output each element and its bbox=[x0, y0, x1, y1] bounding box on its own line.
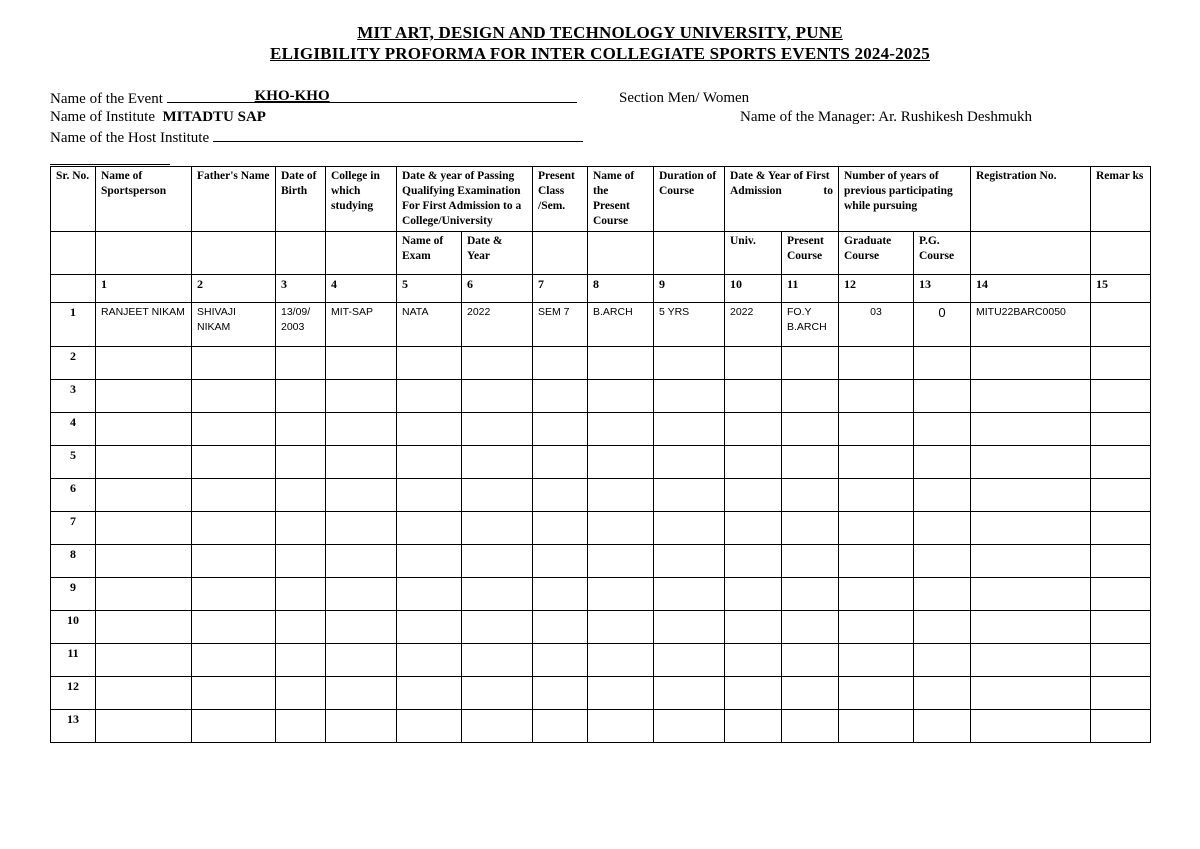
table-row bbox=[51, 644, 1151, 677]
empty-cell[interactable] bbox=[96, 644, 192, 677]
empty-cell[interactable] bbox=[654, 380, 725, 413]
empty-cell[interactable] bbox=[192, 677, 276, 710]
empty-cell[interactable] bbox=[782, 413, 839, 446]
empty-cell[interactable] bbox=[533, 710, 588, 743]
empty-cell[interactable] bbox=[725, 677, 782, 710]
table-row bbox=[51, 512, 1151, 545]
empty-cell[interactable] bbox=[192, 446, 276, 479]
empty-cell[interactable] bbox=[588, 644, 654, 677]
empty-cell[interactable] bbox=[725, 446, 782, 479]
column-number: 13 bbox=[914, 275, 971, 303]
empty-cell[interactable] bbox=[1091, 479, 1151, 512]
table-row bbox=[51, 347, 1151, 380]
empty-cell[interactable] bbox=[1091, 446, 1151, 479]
institute-value: MITADTU SAP bbox=[162, 109, 266, 125]
empty-cell[interactable] bbox=[839, 413, 914, 446]
column-number: 12 bbox=[839, 275, 914, 303]
empty-cell[interactable] bbox=[326, 479, 397, 512]
empty-cell[interactable] bbox=[971, 545, 1091, 578]
cell-class[interactable]: SEM 7 bbox=[533, 303, 588, 347]
empty-cell[interactable] bbox=[839, 512, 914, 545]
empty-cell[interactable] bbox=[533, 545, 588, 578]
empty-cell[interactable] bbox=[533, 578, 588, 611]
empty-cell[interactable] bbox=[839, 578, 914, 611]
table-row bbox=[51, 578, 1151, 611]
empty-cell[interactable] bbox=[782, 611, 839, 644]
empty-cell[interactable] bbox=[725, 611, 782, 644]
empty-cell[interactable] bbox=[462, 512, 533, 545]
table-row bbox=[51, 479, 1151, 512]
empty-cell[interactable] bbox=[782, 644, 839, 677]
empty-cell[interactable] bbox=[588, 578, 654, 611]
subheader-cell bbox=[96, 232, 192, 275]
row-sr: 6 bbox=[51, 479, 96, 512]
empty-cell[interactable] bbox=[782, 710, 839, 743]
empty-cell[interactable] bbox=[588, 512, 654, 545]
empty-cell[interactable] bbox=[839, 347, 914, 380]
empty-cell[interactable] bbox=[462, 479, 533, 512]
empty-cell[interactable] bbox=[326, 545, 397, 578]
empty-cell[interactable] bbox=[96, 578, 192, 611]
empty-cell[interactable] bbox=[397, 578, 462, 611]
empty-cell[interactable] bbox=[1091, 578, 1151, 611]
empty-cell[interactable] bbox=[725, 545, 782, 578]
empty-cell[interactable] bbox=[1091, 611, 1151, 644]
empty-cell[interactable] bbox=[462, 644, 533, 677]
empty-cell[interactable] bbox=[839, 644, 914, 677]
empty-cell[interactable] bbox=[397, 347, 462, 380]
subheader-cell bbox=[1091, 232, 1151, 275]
subheader-cell bbox=[971, 232, 1091, 275]
event-value: KHO-KHO bbox=[254, 88, 330, 104]
empty-cell[interactable] bbox=[654, 512, 725, 545]
subheader-cell bbox=[276, 232, 326, 275]
col-duration-header: Duration of Course bbox=[654, 167, 725, 232]
empty-cell[interactable] bbox=[971, 644, 1091, 677]
subheader-cell bbox=[192, 232, 276, 275]
col-sr-header: Sr. No. bbox=[51, 167, 96, 232]
empty-cell[interactable] bbox=[971, 578, 1091, 611]
col-father-header: Father's Name bbox=[192, 167, 276, 232]
empty-cell[interactable] bbox=[462, 545, 533, 578]
empty-cell[interactable] bbox=[1091, 512, 1151, 545]
empty-cell[interactable] bbox=[397, 446, 462, 479]
event-line bbox=[50, 90, 577, 108]
column-number: 6 bbox=[462, 275, 533, 303]
empty-cell[interactable] bbox=[588, 347, 654, 380]
row-sr: 4 bbox=[51, 413, 96, 446]
row-sr: 12 bbox=[51, 677, 96, 710]
empty-cell[interactable] bbox=[326, 611, 397, 644]
empty-cell[interactable] bbox=[276, 710, 326, 743]
empty-cell[interactable] bbox=[462, 413, 533, 446]
cell-course[interactable]: B.ARCH bbox=[588, 303, 654, 347]
table-row bbox=[51, 380, 1151, 413]
empty-cell[interactable] bbox=[533, 677, 588, 710]
cell-college[interactable]: MIT-SAP bbox=[326, 303, 397, 347]
col-present-course-header: Present Course bbox=[782, 232, 839, 275]
cell-graduate[interactable]: 03 bbox=[839, 303, 914, 347]
empty-cell[interactable] bbox=[397, 710, 462, 743]
empty-cell[interactable] bbox=[1091, 347, 1151, 380]
subheader-cell bbox=[533, 232, 588, 275]
empty-cell[interactable] bbox=[1091, 380, 1151, 413]
section-label: Section Men/ Women bbox=[619, 90, 750, 106]
empty-cell[interactable] bbox=[914, 578, 971, 611]
empty-cell[interactable] bbox=[96, 512, 192, 545]
empty-cell[interactable] bbox=[533, 413, 588, 446]
empty-cell[interactable] bbox=[96, 479, 192, 512]
row-sr: 7 bbox=[51, 512, 96, 545]
empty-cell[interactable] bbox=[914, 710, 971, 743]
table-row bbox=[51, 611, 1151, 644]
empty-cell[interactable] bbox=[839, 710, 914, 743]
empty-cell[interactable] bbox=[914, 545, 971, 578]
empty-cell[interactable] bbox=[782, 446, 839, 479]
col-pg-header: P.G. Course bbox=[914, 232, 971, 275]
cell-exam-year[interactable]: 2022 bbox=[462, 303, 533, 347]
empty-cell[interactable] bbox=[326, 380, 397, 413]
empty-cell[interactable] bbox=[914, 644, 971, 677]
empty-cell[interactable] bbox=[782, 347, 839, 380]
empty-cell[interactable] bbox=[839, 479, 914, 512]
host-field[interactable] bbox=[213, 129, 583, 142]
empty-cell[interactable] bbox=[326, 710, 397, 743]
empty-cell[interactable] bbox=[914, 380, 971, 413]
empty-cell[interactable] bbox=[326, 512, 397, 545]
empty-cell[interactable] bbox=[96, 446, 192, 479]
row-sr: 9 bbox=[51, 578, 96, 611]
empty-cell[interactable] bbox=[971, 710, 1091, 743]
empty-cell[interactable] bbox=[276, 677, 326, 710]
empty-cell[interactable] bbox=[588, 413, 654, 446]
empty-cell[interactable] bbox=[96, 413, 192, 446]
row-sr: 13 bbox=[51, 710, 96, 743]
empty-cell[interactable] bbox=[96, 611, 192, 644]
empty-cell[interactable] bbox=[782, 512, 839, 545]
col-passing-header: Date & year of Passing Qualifying Examination For First Admission to a College/University bbox=[397, 167, 533, 232]
col-exam-header: Name of Exam bbox=[397, 232, 462, 275]
empty-cell[interactable] bbox=[782, 380, 839, 413]
empty-cell[interactable] bbox=[971, 479, 1091, 512]
cell-reg[interactable]: MITU22BARC0050 bbox=[971, 303, 1091, 347]
empty-cell[interactable] bbox=[96, 380, 192, 413]
row-sr: 3 bbox=[51, 380, 96, 413]
subheader-cell bbox=[654, 232, 725, 275]
empty-cell[interactable] bbox=[588, 677, 654, 710]
empty-cell[interactable] bbox=[326, 644, 397, 677]
empty-cell[interactable] bbox=[654, 446, 725, 479]
empty-cell[interactable] bbox=[588, 545, 654, 578]
row-sr: 1 bbox=[51, 303, 96, 347]
column-number: 14 bbox=[971, 275, 1091, 303]
column-number: 10 bbox=[725, 275, 782, 303]
divider bbox=[50, 164, 170, 165]
empty-cell[interactable] bbox=[462, 710, 533, 743]
empty-cell[interactable] bbox=[192, 578, 276, 611]
empty-cell[interactable] bbox=[276, 446, 326, 479]
empty-cell[interactable] bbox=[462, 380, 533, 413]
empty-cell[interactable] bbox=[96, 710, 192, 743]
empty-cell[interactable] bbox=[971, 611, 1091, 644]
host-line bbox=[50, 129, 583, 147]
col-class-header: Present Class /Sem. bbox=[533, 167, 588, 232]
empty-cell[interactable] bbox=[326, 347, 397, 380]
empty-cell[interactable] bbox=[192, 512, 276, 545]
empty-cell[interactable] bbox=[326, 578, 397, 611]
table-row bbox=[51, 446, 1151, 479]
column-number: 4 bbox=[326, 275, 397, 303]
cell-present-course[interactable]: FO.Y B.ARCH bbox=[782, 303, 839, 347]
col-years-prev-header: Number of years of previous participating while pursuing bbox=[839, 167, 971, 232]
col-graduate-header: Graduate Course bbox=[839, 232, 914, 275]
empty-cell[interactable] bbox=[914, 611, 971, 644]
cell-name[interactable]: RANJEET NIKAM bbox=[96, 303, 192, 347]
empty-cell[interactable] bbox=[654, 677, 725, 710]
empty-cell[interactable] bbox=[839, 545, 914, 578]
empty-cell[interactable] bbox=[914, 512, 971, 545]
col-remarks-header: Remar ks bbox=[1091, 167, 1151, 232]
subheader-row bbox=[51, 232, 1151, 275]
empty-cell[interactable] bbox=[397, 413, 462, 446]
column-number: 5 bbox=[397, 275, 462, 303]
empty-cell[interactable] bbox=[654, 347, 725, 380]
empty-cell[interactable] bbox=[914, 479, 971, 512]
subheader-cell bbox=[326, 232, 397, 275]
empty-cell[interactable] bbox=[782, 677, 839, 710]
institute-label: Name of Institute bbox=[50, 109, 155, 125]
empty-cell[interactable] bbox=[276, 611, 326, 644]
empty-cell[interactable] bbox=[326, 446, 397, 479]
column-number-row bbox=[51, 275, 1151, 303]
empty-cell[interactable] bbox=[1091, 413, 1151, 446]
empty-cell[interactable] bbox=[725, 479, 782, 512]
empty-cell[interactable] bbox=[725, 644, 782, 677]
column-number-cell bbox=[51, 275, 96, 303]
empty-cell[interactable] bbox=[914, 677, 971, 710]
col-reg-header: Registration No. bbox=[971, 167, 1091, 232]
empty-cell[interactable] bbox=[782, 545, 839, 578]
table-row bbox=[51, 413, 1151, 446]
empty-cell[interactable] bbox=[839, 611, 914, 644]
empty-cell[interactable] bbox=[462, 446, 533, 479]
empty-cell[interactable] bbox=[276, 380, 326, 413]
cell-remarks[interactable] bbox=[1091, 303, 1151, 347]
empty-cell[interactable] bbox=[725, 578, 782, 611]
empty-cell[interactable] bbox=[1091, 545, 1151, 578]
empty-cell[interactable] bbox=[462, 578, 533, 611]
proforma-title: ELIGIBILITY PROFORMA FOR INTER COLLEGIATE SPORTS EVENTS 2024-2025 bbox=[270, 44, 930, 63]
empty-cell[interactable] bbox=[397, 380, 462, 413]
column-number: 3 bbox=[276, 275, 326, 303]
empty-cell[interactable] bbox=[192, 710, 276, 743]
empty-cell[interactable] bbox=[397, 512, 462, 545]
empty-cell[interactable] bbox=[533, 479, 588, 512]
empty-cell[interactable] bbox=[276, 413, 326, 446]
empty-cell[interactable] bbox=[782, 578, 839, 611]
row-sr: 5 bbox=[51, 446, 96, 479]
table-row bbox=[51, 710, 1151, 743]
empty-cell[interactable] bbox=[725, 380, 782, 413]
empty-cell[interactable] bbox=[192, 380, 276, 413]
empty-cell[interactable] bbox=[397, 479, 462, 512]
empty-cell[interactable] bbox=[654, 578, 725, 611]
empty-cell[interactable] bbox=[276, 644, 326, 677]
empty-cell[interactable] bbox=[971, 677, 1091, 710]
col-dob-header: Date of Birth bbox=[276, 167, 326, 232]
cell-duration[interactable]: 5 YRS bbox=[654, 303, 725, 347]
empty-cell[interactable] bbox=[96, 545, 192, 578]
empty-cell[interactable] bbox=[654, 644, 725, 677]
empty-cell[interactable] bbox=[462, 347, 533, 380]
empty-cell[interactable] bbox=[839, 380, 914, 413]
subheader-cell bbox=[588, 232, 654, 275]
header-row bbox=[51, 167, 1151, 232]
empty-cell[interactable] bbox=[588, 611, 654, 644]
cell-univ[interactable]: 2022 bbox=[725, 303, 782, 347]
empty-cell[interactable] bbox=[192, 644, 276, 677]
table-row bbox=[51, 545, 1151, 578]
empty-cell[interactable] bbox=[533, 446, 588, 479]
empty-cell[interactable] bbox=[397, 677, 462, 710]
empty-cell[interactable] bbox=[192, 545, 276, 578]
empty-cell[interactable] bbox=[914, 347, 971, 380]
empty-cell[interactable] bbox=[588, 380, 654, 413]
empty-cell[interactable] bbox=[971, 347, 1091, 380]
col-course-header: Name of the Present Course bbox=[588, 167, 654, 232]
empty-cell[interactable] bbox=[588, 710, 654, 743]
col-first-admission-header: Date & Year of First Admission to bbox=[725, 167, 839, 232]
empty-cell[interactable] bbox=[725, 710, 782, 743]
row-sr: 2 bbox=[51, 347, 96, 380]
empty-cell[interactable] bbox=[654, 413, 725, 446]
host-label: Name of the Host Institute bbox=[50, 130, 210, 146]
empty-cell[interactable] bbox=[462, 677, 533, 710]
col-univ-header: Univ. bbox=[725, 232, 782, 275]
empty-cell[interactable] bbox=[397, 545, 462, 578]
institute-line bbox=[50, 109, 266, 126]
empty-cell[interactable] bbox=[276, 479, 326, 512]
empty-cell[interactable] bbox=[654, 710, 725, 743]
empty-cell[interactable] bbox=[971, 446, 1091, 479]
empty-cell[interactable] bbox=[725, 413, 782, 446]
empty-cell[interactable] bbox=[1091, 644, 1151, 677]
empty-cell[interactable] bbox=[839, 446, 914, 479]
row-sr: 11 bbox=[51, 644, 96, 677]
empty-cell[interactable] bbox=[533, 380, 588, 413]
cell-pg[interactable]: 0 bbox=[914, 303, 971, 347]
empty-cell[interactable] bbox=[397, 611, 462, 644]
event-field[interactable] bbox=[167, 90, 577, 103]
empty-cell[interactable] bbox=[654, 545, 725, 578]
empty-cell[interactable] bbox=[725, 347, 782, 380]
empty-cell[interactable] bbox=[971, 380, 1091, 413]
subheader-cell bbox=[51, 232, 96, 275]
empty-cell[interactable] bbox=[326, 677, 397, 710]
column-number: 15 bbox=[1091, 275, 1151, 303]
empty-cell[interactable] bbox=[1091, 677, 1151, 710]
empty-cell[interactable] bbox=[397, 644, 462, 677]
empty-cell[interactable] bbox=[276, 347, 326, 380]
empty-cell[interactable] bbox=[533, 611, 588, 644]
empty-cell[interactable] bbox=[533, 644, 588, 677]
empty-cell[interactable] bbox=[462, 611, 533, 644]
row-sr: 8 bbox=[51, 545, 96, 578]
col-name-header: Name of Sportsperson bbox=[96, 167, 192, 232]
university-title: MIT ART, DESIGN AND TECHNOLOGY UNIVERSITY, PUNE bbox=[357, 23, 843, 42]
empty-cell[interactable] bbox=[192, 413, 276, 446]
column-number: 9 bbox=[654, 275, 725, 303]
table-row bbox=[51, 303, 1151, 347]
empty-cell[interactable] bbox=[533, 347, 588, 380]
col-college-header: College in which studying bbox=[326, 167, 397, 232]
empty-cell[interactable] bbox=[192, 611, 276, 644]
empty-cell[interactable] bbox=[839, 677, 914, 710]
column-number: 1 bbox=[96, 275, 192, 303]
empty-cell[interactable] bbox=[914, 446, 971, 479]
cell-dob[interactable]: 13/09/ 2003 bbox=[276, 303, 326, 347]
empty-cell[interactable] bbox=[654, 479, 725, 512]
event-label: Name of the Event bbox=[50, 91, 163, 107]
empty-cell[interactable] bbox=[725, 512, 782, 545]
empty-cell[interactable] bbox=[276, 512, 326, 545]
empty-cell[interactable] bbox=[588, 479, 654, 512]
empty-cell[interactable] bbox=[782, 479, 839, 512]
empty-cell[interactable] bbox=[276, 545, 326, 578]
empty-cell[interactable] bbox=[96, 677, 192, 710]
column-number: 11 bbox=[782, 275, 839, 303]
empty-cell[interactable] bbox=[276, 578, 326, 611]
empty-cell[interactable] bbox=[533, 512, 588, 545]
column-number: 7 bbox=[533, 275, 588, 303]
empty-cell[interactable] bbox=[588, 446, 654, 479]
table-row bbox=[51, 677, 1151, 710]
empty-cell[interactable] bbox=[1091, 710, 1151, 743]
empty-cell[interactable] bbox=[914, 413, 971, 446]
manager-text: Name of the Manager: Ar. Rushikesh Deshmukh bbox=[740, 109, 1033, 125]
empty-cell[interactable] bbox=[971, 413, 1091, 446]
eligibility-table bbox=[50, 166, 1151, 743]
empty-cell[interactable] bbox=[96, 347, 192, 380]
empty-cell[interactable] bbox=[192, 347, 276, 380]
row-sr: 10 bbox=[51, 611, 96, 644]
col-date-year-header: Date & Year bbox=[462, 232, 533, 275]
column-number: 8 bbox=[588, 275, 654, 303]
cell-father[interactable]: SHIVAJI NIKAM bbox=[192, 303, 276, 347]
empty-cell[interactable] bbox=[971, 512, 1091, 545]
cell-exam[interactable]: NATA bbox=[397, 303, 462, 347]
empty-cell[interactable] bbox=[192, 479, 276, 512]
empty-cell[interactable] bbox=[326, 413, 397, 446]
column-number: 2 bbox=[192, 275, 276, 303]
empty-cell[interactable] bbox=[654, 611, 725, 644]
